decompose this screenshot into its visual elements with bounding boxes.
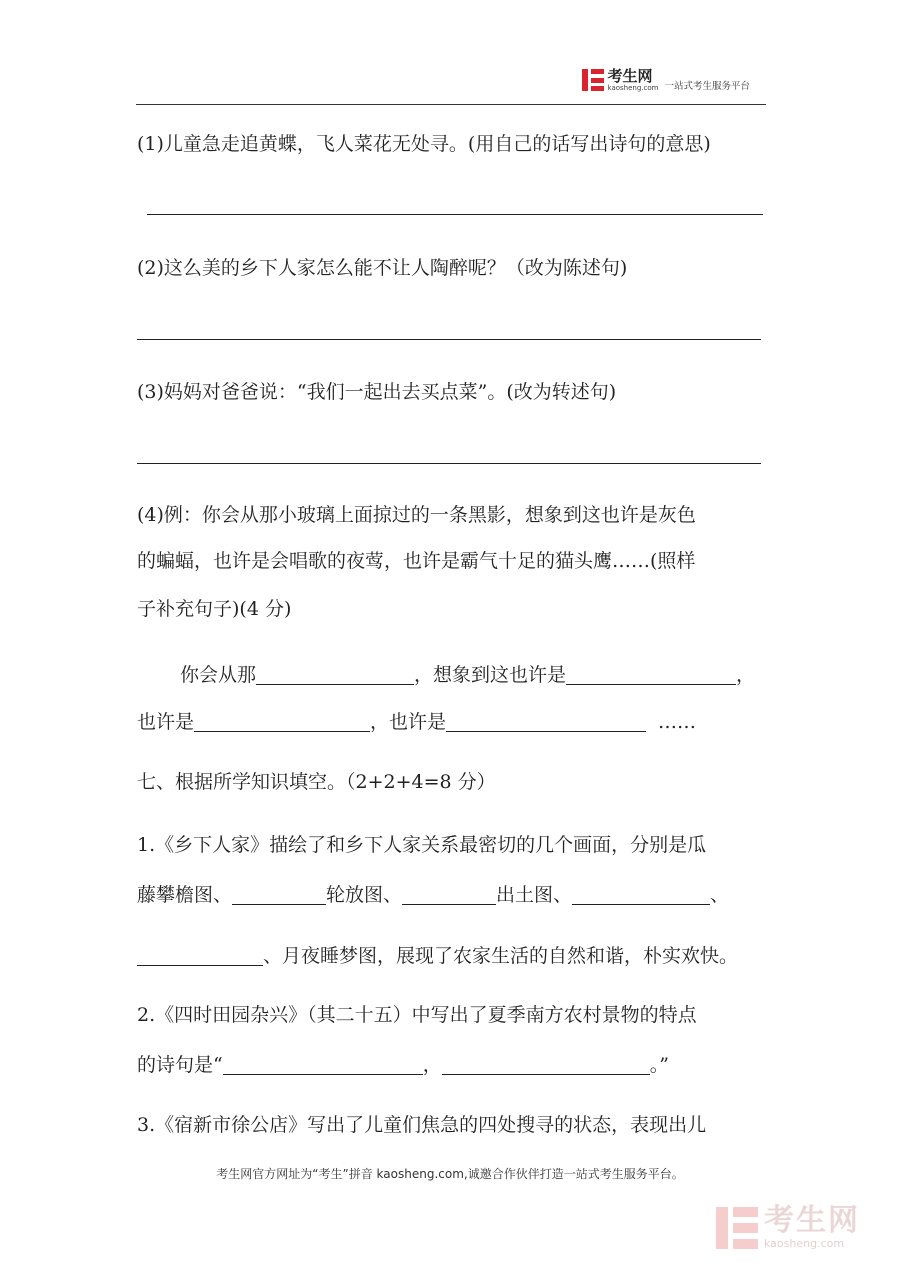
logo-domain: kaosheng.com [607,83,659,92]
fill-blank [137,945,263,966]
fill-blank [256,664,414,685]
section-7-title: 七、根据所学知识填空。（2+2+4=8 分） [137,771,496,793]
answer-line-1 [147,214,763,215]
kaosheng-logo [582,68,750,92]
logo-name: 考生网 [607,66,653,85]
fill-sentence-1: 你会从那 ，想象到这也许是 ， [180,664,756,686]
page-header [136,66,766,105]
fill-blank [402,884,496,905]
fill-blank [442,1054,650,1075]
watermark-icon [716,1207,758,1249]
item-2-line-2: 的诗句是“ ， 。” [137,1054,669,1076]
watermark-name: 考生网 [764,1203,860,1238]
item-2-line-1: 2.《四时田园杂兴》（其二十五）中写出了夏季南方农村景物的特点 [137,1004,697,1026]
question-3: (3)妈妈对爸爸说：“我们一起出去买点菜”。(改为转述句) [137,381,617,403]
fill-sentence-2: 也许是 ，也许是 …… [137,711,697,733]
question-4-line-3: 子补充句子)(4 分) [137,598,292,620]
watermark-domain: kaosheng.com [764,1237,845,1250]
watermark-logo [716,1203,860,1250]
fill-blank [223,1054,423,1075]
page-footer: 考生网官方网址为“考生”拼音 kaosheng.com,诚邀合作伙伴打造一站式考生服务平台。 [216,1167,684,1181]
answer-line-2 [137,339,761,340]
question-2: (2)这么美的乡下人家怎么能不让人陶醉呢？（改为陈述句) [137,257,628,279]
fill-blank [566,664,736,685]
item-1-line-2: 藤攀檐图、 轮放图、 出土图、 、 [137,884,730,906]
question-4-line-2: 的蝙蝠，也许是会唱歌的夜莺，也许是霸气十足的猫头鹰……(照样 [137,550,696,572]
logo-slogan: 一站式考生服务平台 [664,81,750,92]
fill-blank [572,884,710,905]
item-3-line-1: 3.《宿新市徐公店》写出了儿童们焦急的四处搜寻的状态，表现出儿 [137,1114,707,1136]
item-1-line-3: 、月夜睡梦图，展现了农家生活的自然和谐，朴实欢快。 [137,945,738,966]
question-1: (1)儿童急走追黄蝶，飞人菜花无处寻。(用自己的话写出诗句的意思) [137,133,711,155]
item-1-line-1: 1.《乡下人家》描绘了和乡下人家关系最密切的几个画面，分别是瓜 [137,834,707,856]
question-4-line-1: (4)例：你会从那小玻璃上面掠过的一条黑影，想象到这也许是灰色 [137,504,696,526]
kaosheng-logo-icon [582,69,604,91]
fill-blank [446,711,646,732]
fill-blank [194,711,370,732]
answer-line-3 [137,463,761,464]
fill-blank [232,884,326,905]
